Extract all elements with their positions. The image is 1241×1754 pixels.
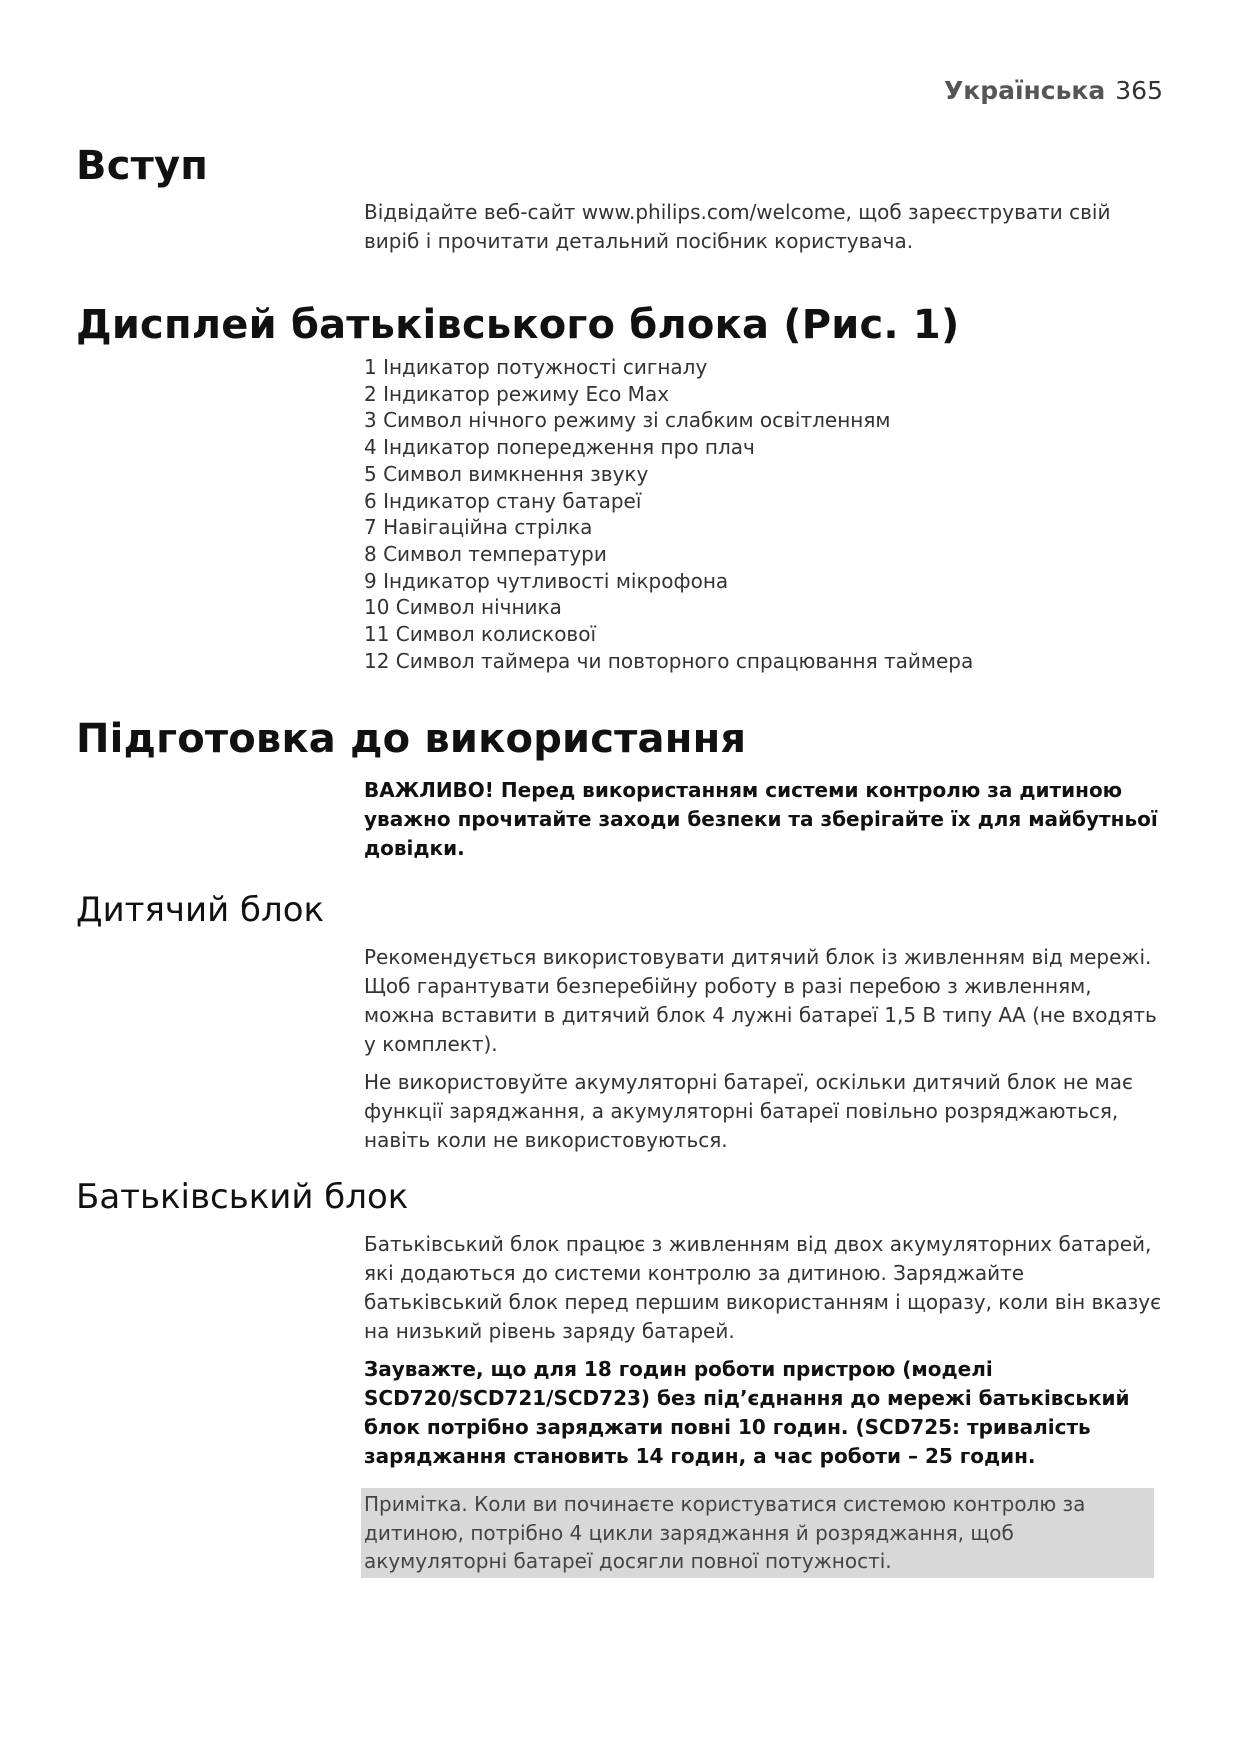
prep-heading: Підготовка до використання [76,716,747,762]
list-item: 5 Символ вимкнення звуку [364,461,649,486]
parent-unit-text [364,1230,1164,1480]
list-item: 11 Символ колискової [364,622,597,647]
list-item: 7 Навігаційна стрілка [364,515,593,540]
page-header [944,76,1163,105]
list-item: 10 Символ нічника [364,595,562,620]
list-item: 12 Символ таймера чи повторного спрацювання таймера [364,648,974,673]
note-text: Примітка. Коли ви починаєте користуватися системою контролю за дитиною, потрібно 4 цикли заряджання й розряджання, щоб акумуляторні батареї досягли повної потужності. [364,1492,1086,1573]
prep-block [364,776,1164,872]
note-box [361,1488,1154,1578]
parent-unit-paragraph-1: Батьківський блок працює з живленням від двох акумуляторних батарей, які додаються до системи контролю за дитиною. Заряджайте батьківський блок перед першим використанням і щоразу, коли він вказує на низький рівень заряду батарей. [364,1232,1162,1343]
list-item: 3 Символ нічного режиму зі слабким освітленням [364,408,891,433]
baby-unit-paragraph-2: Не використовуйте акумуляторні батареї, оскільки дитячий блок не має функції заряджання, а акумуляторні батареї повільно розряджаються, навіть коли не використовуються. [364,1070,1133,1152]
baby-unit-paragraph-1: Рекомендується використовувати дитячий блок із живленням від мережі. Щоб гарантувати безперебійну роботу в разі перебою з живленням, можна вставити в дитячий блок 4 лужні батареї 1,5 В типу АА (не входять у комплект). [364,945,1157,1056]
list-item: 1 Індикатор потужності сигналу [364,355,708,379]
list-item: 4 Індикатор попередження про плач [364,435,755,460]
parent-unit-heading: Батьківський блок [76,1177,409,1217]
list-item: 6 Індикатор стану батареї [364,488,642,513]
language-label: Українська [943,76,1106,105]
important-warning: ВАЖЛИВО! Перед використанням системи контролю за дитиною уважно прочитайте заходи безпеки та зберігайте їх для майбутньої довідки. [364,778,1158,860]
list-item: 2 Індикатор режиму Eco Max [364,381,670,406]
intro-paragraph: Відвідайте веб-сайт www.philips.com/welcome, щоб зареєструвати свій виріб і прочитати детальний посібник користувача. [364,200,1111,253]
list-item: 8 Символ температури [364,541,607,566]
intro-text [364,198,1164,265]
parent-unit-charging-note: Зауважте, що для 18 годин роботи пристрою (моделі SCD720/SCD721/SCD723) без під’єднання до мережі батьківський блок потрібно заряджати повні 10 годин. (SCD725: тривалість заряджання становить 14 годин, а час роботи – 25 годин. [364,1357,1130,1468]
baby-unit-heading: Дитячий блок [76,890,325,930]
display-legend-list [364,354,973,674]
list-item: 9 Індикатор чутливості мікрофона [364,568,729,593]
display-heading: Дисплей батьківського блока (Рис. 1) [76,302,960,348]
baby-unit-text [364,943,1164,1164]
page-number: 365 [1115,76,1163,105]
intro-heading: Вступ [76,143,209,189]
